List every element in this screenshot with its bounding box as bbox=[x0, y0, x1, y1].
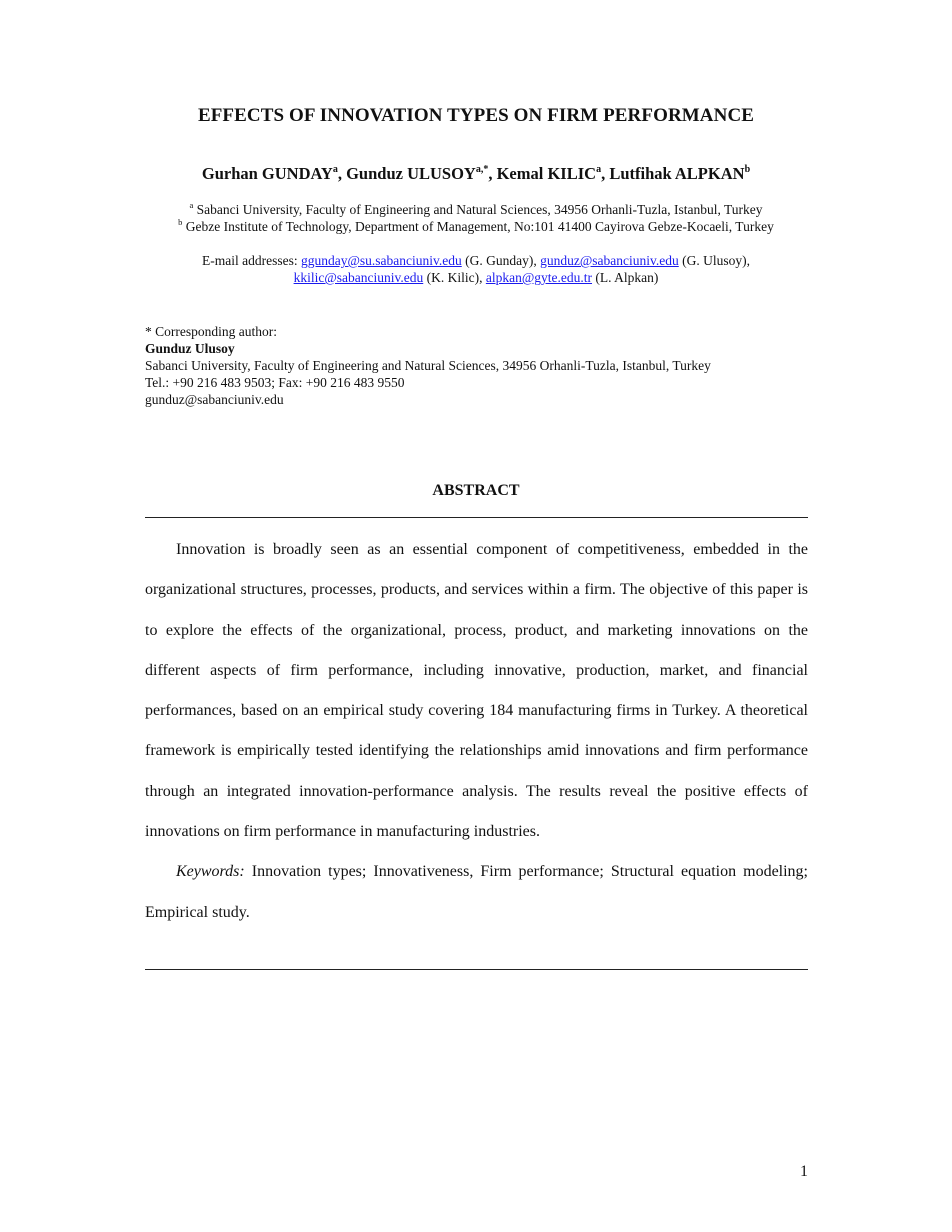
abstract-text: Innovation is broadly seen as an essential component of competitiveness, embedded in the organizational structures, processes, products, and services within a firm. The objective of this paper is to explore the effects of the organizational, process, product, and marketing innovations on the different aspects of firm performance, including innovative, production, market, and financial performances, based on an empirical study covering 184 manufacturing firms in Turkey. A theoretical framework is empirically tested identifying the relationships amid innovations and firm performance through an integrated innovation-performance analysis. The results reveal the positive effects of innovations on firm performance in manufacturing industries. bbox=[145, 541, 808, 841]
email-link[interactable]: alpkan@gyte.edu.tr bbox=[485, 270, 593, 285]
email-line-2 bbox=[0, 270, 952, 286]
email-owner: (L. Alpkan) bbox=[592, 270, 659, 285]
corresponding-address: Sabanci University, Faculty of Engineering and Natural Sciences, 34956 Orhanli-Tuzla, Istanbul, Turkey bbox=[145, 358, 711, 373]
affiliation-b bbox=[0, 219, 952, 235]
author-name: Gurhan GUNDAY bbox=[201, 164, 333, 183]
author-list bbox=[0, 164, 952, 184]
author-affiliation-mark: a bbox=[596, 164, 602, 175]
affiliation-mark: a bbox=[189, 200, 194, 210]
keywords-text: Innovation types; Innovativeness, Firm performance; Structural equation modeling; Empirical study. bbox=[145, 863, 808, 921]
author-name: Kemal KILIC bbox=[496, 164, 597, 183]
page-number: 1 bbox=[800, 1163, 808, 1180]
keywords-paragraph bbox=[145, 852, 808, 933]
author-affiliation-mark: a,* bbox=[475, 164, 489, 175]
author-name: Lutfihak ALPKAN bbox=[609, 164, 745, 183]
email-owner: (K. Kilic), bbox=[423, 270, 486, 285]
email-link[interactable]: gunduz@sabanciuniv.edu bbox=[540, 253, 679, 268]
email-link[interactable]: kkilic@sabanciuniv.edu bbox=[293, 270, 424, 285]
email-line-1 bbox=[0, 253, 952, 269]
corresponding-label: * Corresponding author: bbox=[145, 324, 277, 339]
email-owner: (G. Gunday), bbox=[461, 253, 541, 268]
email-owner: (G. Ulusoy), bbox=[678, 253, 751, 268]
author-affiliation-mark: a bbox=[332, 164, 338, 175]
abstract-heading: ABSTRACT bbox=[432, 482, 520, 499]
corresponding-name: Gunduz Ulusoy bbox=[145, 341, 235, 356]
corresponding-phone: Tel.: +90 216 483 9503; Fax: +90 216 483 9550 bbox=[145, 375, 405, 390]
affiliation-mark: b bbox=[178, 217, 183, 227]
abstract-top-rule bbox=[145, 517, 808, 518]
paper-title: EFFECTS OF INNOVATION TYPES ON FIRM PERFORMANCE bbox=[197, 105, 755, 126]
author-affiliation-mark: b bbox=[744, 164, 751, 175]
email-link[interactable]: ggunday@su.sabanciuniv.edu bbox=[300, 253, 462, 268]
author-separator: , bbox=[601, 164, 610, 183]
author-separator: , bbox=[337, 164, 347, 183]
abstract-bottom-rule bbox=[145, 969, 808, 970]
email-prefix: E-mail addresses: bbox=[201, 253, 301, 268]
corresponding-author-block bbox=[145, 323, 711, 408]
affiliation-text: Gebze Institute of Technology, Department of Management, No:101 41400 Cayirova Gebze-Kocaeli, Turkey bbox=[185, 219, 774, 234]
author-separator: , bbox=[488, 164, 497, 183]
author-name: Gunduz ULUSOY bbox=[346, 164, 476, 183]
corresponding-email: gunduz@sabanciuniv.edu bbox=[145, 392, 284, 407]
keywords-label: Keywords: bbox=[176, 863, 245, 881]
abstract-body bbox=[145, 530, 808, 933]
affiliation-text: Sabanci University, Faculty of Engineering and Natural Sciences, 34956 Orhanli-Tuzla, Istanbul, Turkey bbox=[196, 202, 763, 217]
affiliation-a bbox=[0, 202, 952, 218]
